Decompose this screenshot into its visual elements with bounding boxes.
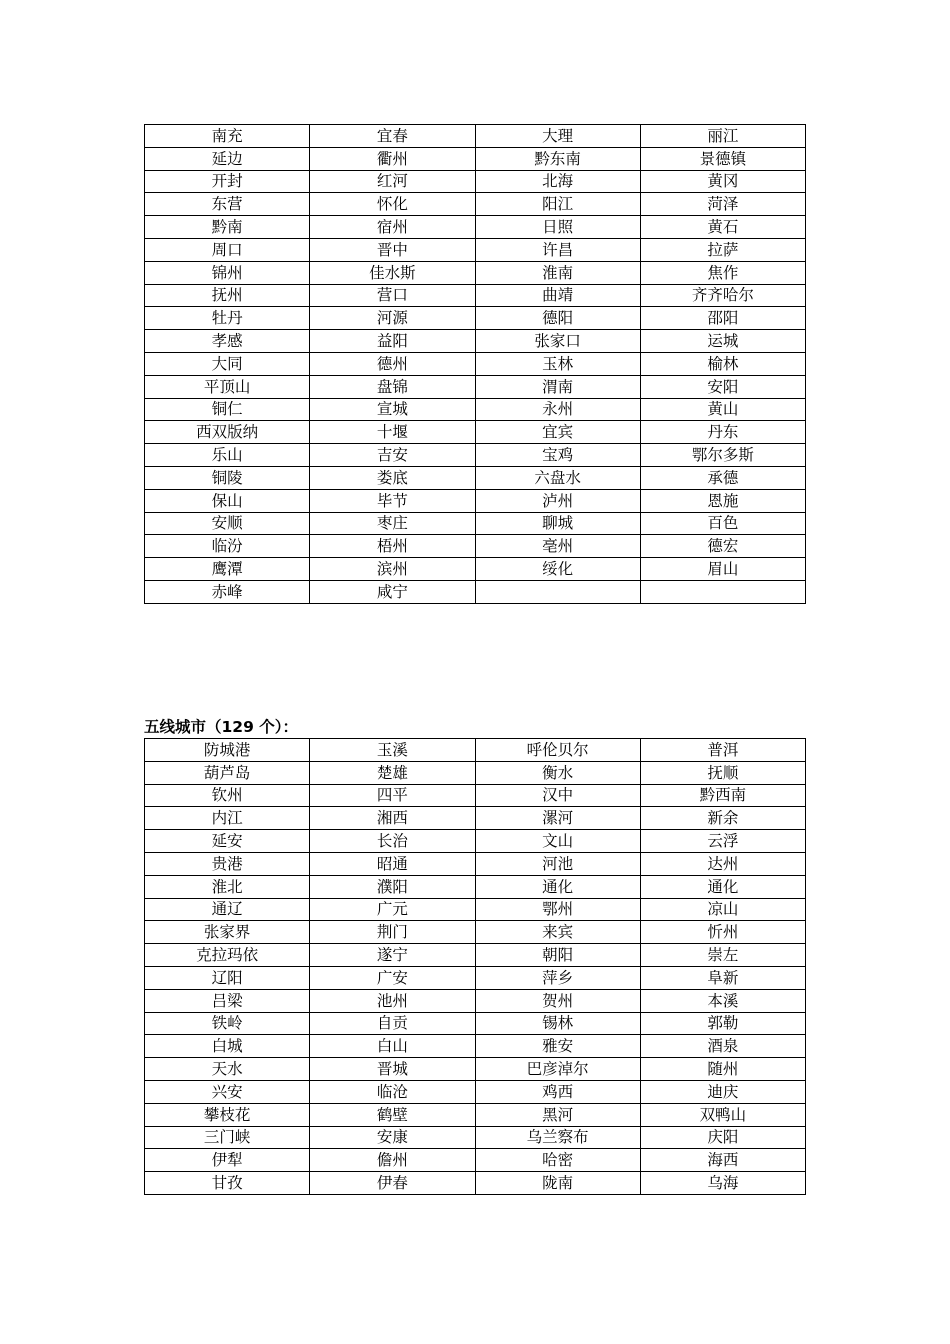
table-cell: 乐山 [145, 444, 310, 467]
table-cell: 黄石 [640, 216, 805, 239]
table-cell: 日照 [475, 216, 640, 239]
table-cell: 佳水斯 [310, 261, 475, 284]
table-cell: 河池 [475, 852, 640, 875]
section-heading-tier5: 五线城市（129 个）： [144, 718, 299, 736]
table-cell: 宣城 [310, 398, 475, 421]
table-cell: 锡林 [475, 1012, 640, 1035]
table-cell: 淮北 [145, 875, 310, 898]
table-cell: 保山 [145, 489, 310, 512]
table-cell: 本溪 [640, 989, 805, 1012]
table-cell: 晋城 [310, 1058, 475, 1081]
table-cell: 来宾 [475, 921, 640, 944]
table-row [145, 307, 806, 330]
table-row [145, 284, 806, 307]
table-cell: 汉中 [475, 784, 640, 807]
table-cell: 安康 [310, 1126, 475, 1149]
table-cell: 通化 [475, 875, 640, 898]
table-row [145, 739, 806, 762]
table-cell: 榆林 [640, 352, 805, 375]
table-cell: 云浮 [640, 830, 805, 853]
table-cell: 延安 [145, 830, 310, 853]
table-cell: 滨州 [310, 558, 475, 581]
table-cell: 双鸭山 [640, 1103, 805, 1126]
table-row [145, 330, 806, 353]
table-cell: 玉溪 [310, 739, 475, 762]
table-cell: 锦州 [145, 261, 310, 284]
table-cell: 濮阳 [310, 875, 475, 898]
table-cell: 许昌 [475, 238, 640, 261]
table-cell: 伊犁 [145, 1149, 310, 1172]
table-cell: 绥化 [475, 558, 640, 581]
table-cell: 黔南 [145, 216, 310, 239]
table-row [145, 1149, 806, 1172]
table-row [145, 535, 806, 558]
table-cell: 宝鸡 [475, 444, 640, 467]
table-cell: 新余 [640, 807, 805, 830]
table-cell: 遂宁 [310, 944, 475, 967]
table-cell: 朝阳 [475, 944, 640, 967]
table-cell: 铁岭 [145, 1012, 310, 1035]
table-cell: 昭通 [310, 852, 475, 875]
table-cell: 赤峰 [145, 580, 310, 603]
table-cell: 阜新 [640, 966, 805, 989]
table-cell: 丽江 [640, 125, 805, 148]
table-cell: 牡丹 [145, 307, 310, 330]
table-cell: 咸宁 [310, 580, 475, 603]
table-cell: 运城 [640, 330, 805, 353]
table-row [145, 875, 806, 898]
table-row [145, 944, 806, 967]
table-cell: 黄冈 [640, 170, 805, 193]
table-cell: 忻州 [640, 921, 805, 944]
table-cell: 乌海 [640, 1172, 805, 1195]
table-cell: 红河 [310, 170, 475, 193]
table-cell: 怀化 [310, 193, 475, 216]
table-cell: 兴安 [145, 1080, 310, 1103]
table-cell: 玉林 [475, 352, 640, 375]
table-cell: 漯河 [475, 807, 640, 830]
table-cell: 宜春 [310, 125, 475, 148]
table-cell: 梧州 [310, 535, 475, 558]
table-cell: 铜陵 [145, 466, 310, 489]
table-cell: 乌兰察布 [475, 1126, 640, 1149]
table-cell: 安阳 [640, 375, 805, 398]
table-cell: 达州 [640, 852, 805, 875]
table-cell: 贵港 [145, 852, 310, 875]
table-cell: 大同 [145, 352, 310, 375]
table-row [145, 989, 806, 1012]
table-row [145, 580, 806, 603]
table-cell [640, 580, 805, 603]
table-row [145, 352, 806, 375]
table-cell: 普洱 [640, 739, 805, 762]
table-cell: 白山 [310, 1035, 475, 1058]
table-cell: 防城港 [145, 739, 310, 762]
table-cell: 孝感 [145, 330, 310, 353]
table-row [145, 512, 806, 535]
table-cell: 开封 [145, 170, 310, 193]
table-cell: 毕节 [310, 489, 475, 512]
table-cell: 随州 [640, 1058, 805, 1081]
table-cell: 贺州 [475, 989, 640, 1012]
table-cell: 广安 [310, 966, 475, 989]
table-cell: 菏泽 [640, 193, 805, 216]
city-table-top-body [145, 125, 806, 604]
table-cell: 鹤壁 [310, 1103, 475, 1126]
table-cell: 辽阳 [145, 966, 310, 989]
table-cell: 文山 [475, 830, 640, 853]
table-cell: 楚雄 [310, 761, 475, 784]
table-cell: 宜宾 [475, 421, 640, 444]
table-row [145, 444, 806, 467]
table-cell: 池州 [310, 989, 475, 1012]
table-row [145, 1012, 806, 1035]
table-row [145, 807, 806, 830]
table-row [145, 147, 806, 170]
table-cell [475, 580, 640, 603]
table-cell: 景德镇 [640, 147, 805, 170]
table-cell: 张家界 [145, 921, 310, 944]
table-cell: 吉安 [310, 444, 475, 467]
table-row [145, 1172, 806, 1195]
table-cell: 凉山 [640, 898, 805, 921]
table-cell: 四平 [310, 784, 475, 807]
table-cell: 郭勒 [640, 1012, 805, 1035]
table-row [145, 193, 806, 216]
table-cell: 海西 [640, 1149, 805, 1172]
table-cell: 萍乡 [475, 966, 640, 989]
table-row [145, 784, 806, 807]
table-row [145, 466, 806, 489]
table-cell: 黔西南 [640, 784, 805, 807]
table-cell: 抚州 [145, 284, 310, 307]
table-cell: 通化 [640, 875, 805, 898]
table-cell: 攀枝花 [145, 1103, 310, 1126]
table-cell: 盘锦 [310, 375, 475, 398]
table-cell: 抚顺 [640, 761, 805, 784]
table-cell: 黄山 [640, 398, 805, 421]
table-cell: 聊城 [475, 512, 640, 535]
table-cell: 甘孜 [145, 1172, 310, 1195]
table-row [145, 125, 806, 148]
table-cell: 鄂尔多斯 [640, 444, 805, 467]
table-cell: 伊春 [310, 1172, 475, 1195]
table-cell: 焦作 [640, 261, 805, 284]
table-cell: 晋中 [310, 238, 475, 261]
table-row [145, 398, 806, 421]
table-row [145, 761, 806, 784]
table-cell: 荆门 [310, 921, 475, 944]
table-cell: 吕梁 [145, 989, 310, 1012]
table-cell: 通辽 [145, 898, 310, 921]
table-cell: 娄底 [310, 466, 475, 489]
table-cell: 阳江 [475, 193, 640, 216]
table-row [145, 238, 806, 261]
table-cell: 延边 [145, 147, 310, 170]
table-cell: 铜仁 [145, 398, 310, 421]
table-row [145, 170, 806, 193]
table-row [145, 375, 806, 398]
table-cell: 黑河 [475, 1103, 640, 1126]
table-cell: 临汾 [145, 535, 310, 558]
table-cell: 恩施 [640, 489, 805, 512]
table-cell: 曲靖 [475, 284, 640, 307]
table-cell: 黔东南 [475, 147, 640, 170]
table-cell: 张家口 [475, 330, 640, 353]
table-cell: 鸡西 [475, 1080, 640, 1103]
table-cell: 营口 [310, 284, 475, 307]
table-cell: 雅安 [475, 1035, 640, 1058]
table-cell: 陇南 [475, 1172, 640, 1195]
table-cell: 呼伦贝尔 [475, 739, 640, 762]
table-row [145, 1103, 806, 1126]
table-row [145, 421, 806, 444]
table-cell: 湘西 [310, 807, 475, 830]
table-row [145, 216, 806, 239]
table-cell: 广元 [310, 898, 475, 921]
table-cell: 内江 [145, 807, 310, 830]
table-row [145, 898, 806, 921]
table-cell: 钦州 [145, 784, 310, 807]
city-table-tier5 [144, 738, 806, 1195]
table-cell: 北海 [475, 170, 640, 193]
table-cell: 益阳 [310, 330, 475, 353]
table-row [145, 852, 806, 875]
table-cell: 葫芦岛 [145, 761, 310, 784]
table-cell: 安顺 [145, 512, 310, 535]
table-cell: 庆阳 [640, 1126, 805, 1149]
table-cell: 周口 [145, 238, 310, 261]
table-cell: 临沧 [310, 1080, 475, 1103]
table-row [145, 1058, 806, 1081]
table-cell: 鄂州 [475, 898, 640, 921]
city-table-tier5-body [145, 739, 806, 1195]
table-cell: 永州 [475, 398, 640, 421]
table-cell: 丹东 [640, 421, 805, 444]
table-cell: 东营 [145, 193, 310, 216]
table-cell: 拉萨 [640, 238, 805, 261]
table-cell: 齐齐哈尔 [640, 284, 805, 307]
table-cell: 德宏 [640, 535, 805, 558]
table-row [145, 558, 806, 581]
table-cell: 三门峡 [145, 1126, 310, 1149]
table-cell: 眉山 [640, 558, 805, 581]
table-cell: 承德 [640, 466, 805, 489]
table-cell: 亳州 [475, 535, 640, 558]
table-cell: 迪庆 [640, 1080, 805, 1103]
table-cell: 河源 [310, 307, 475, 330]
table-cell: 南充 [145, 125, 310, 148]
table-row [145, 489, 806, 512]
table-cell: 德州 [310, 352, 475, 375]
table-row [145, 1035, 806, 1058]
table-cell: 西双版纳 [145, 421, 310, 444]
table-cell: 德阳 [475, 307, 640, 330]
table-cell: 宿州 [310, 216, 475, 239]
table-cell: 酒泉 [640, 1035, 805, 1058]
table-row [145, 921, 806, 944]
table-row [145, 830, 806, 853]
table-cell: 邵阳 [640, 307, 805, 330]
table-cell: 大理 [475, 125, 640, 148]
table-cell: 衢州 [310, 147, 475, 170]
table-cell: 枣庄 [310, 512, 475, 535]
table-cell: 平顶山 [145, 375, 310, 398]
table-cell: 自贡 [310, 1012, 475, 1035]
table-row [145, 1126, 806, 1149]
table-cell: 天水 [145, 1058, 310, 1081]
table-cell: 崇左 [640, 944, 805, 967]
table-cell: 巴彦淖尔 [475, 1058, 640, 1081]
table-cell: 儋州 [310, 1149, 475, 1172]
table-cell: 哈密 [475, 1149, 640, 1172]
table-row [145, 1080, 806, 1103]
table-row [145, 966, 806, 989]
table-cell: 长治 [310, 830, 475, 853]
table-cell: 淮南 [475, 261, 640, 284]
table-cell: 衡水 [475, 761, 640, 784]
table-cell: 十堰 [310, 421, 475, 444]
table-cell: 白城 [145, 1035, 310, 1058]
table-cell: 渭南 [475, 375, 640, 398]
table-cell: 鹰潭 [145, 558, 310, 581]
city-table-top [144, 124, 806, 604]
table-row [145, 261, 806, 284]
table-cell: 六盘水 [475, 466, 640, 489]
table-cell: 百色 [640, 512, 805, 535]
table-cell: 克拉玛依 [145, 944, 310, 967]
table-cell: 泸州 [475, 489, 640, 512]
